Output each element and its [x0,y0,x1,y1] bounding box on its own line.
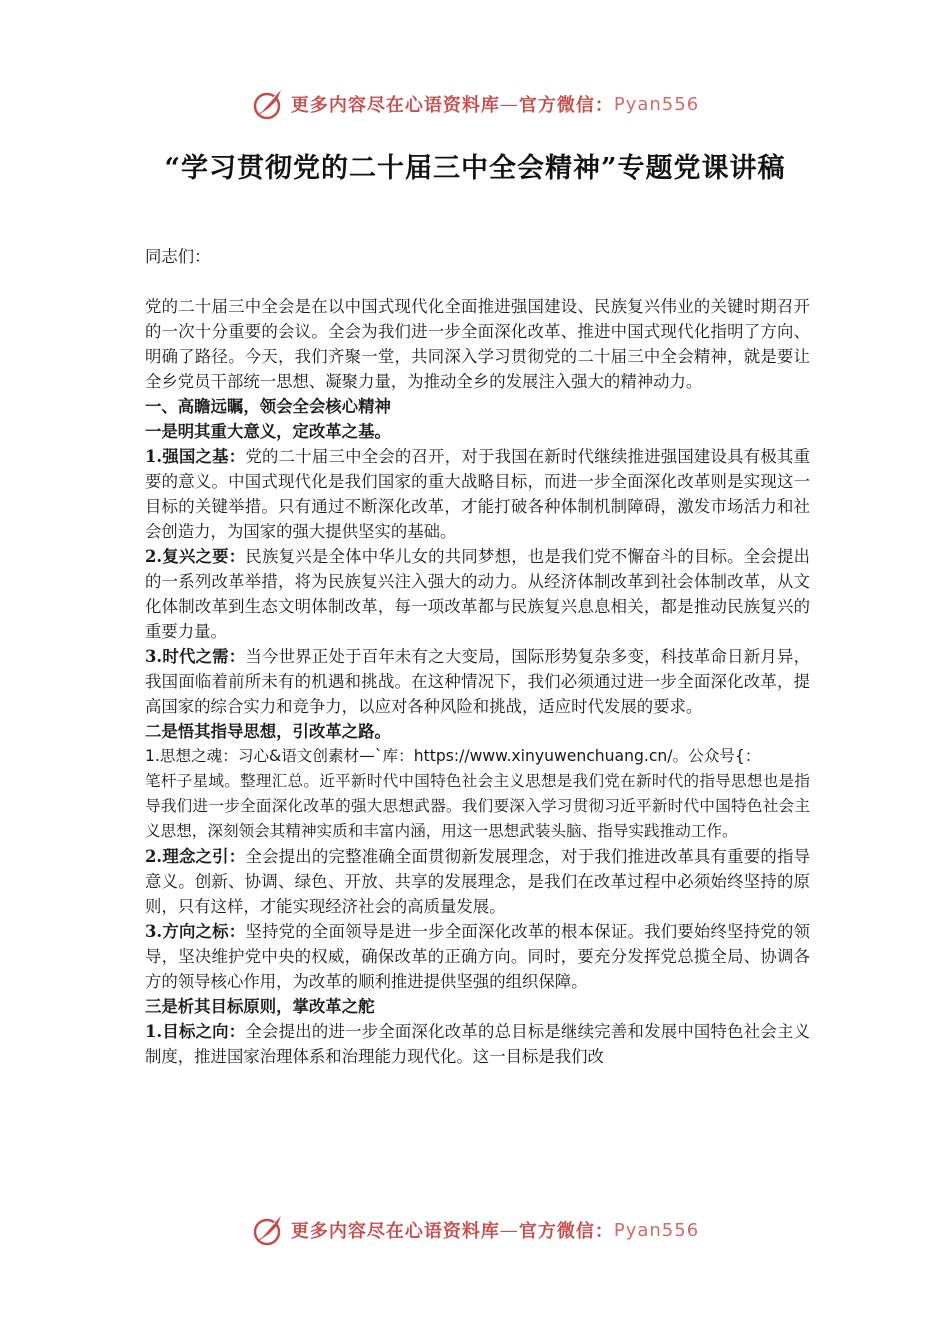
banner-official-text: 官方微信： [518,1221,614,1242]
banner-official-text: 官方微信： [518,95,614,116]
banner-handle-text: Pyan556 [613,1219,700,1241]
banner-handle-text: Pyan556 [613,93,700,115]
banner-dash: — [499,93,519,115]
greeting: 同志们： [145,247,211,266]
paragraph-thought-line1: 1.思想之魂：习心&语文创素材—`库：https://www.xinyuwenchuang.cn/。公众号{： [145,747,761,765]
paragraph-thought-rest: 笔杆子星域。整理汇总。近平新时代中国特色社会主义思想是我们党在新时代的指导思想也是指导我们进一步全面深化改革的强大思想武器。我们要深入学习贯彻习近平新时代中国特色社会主义思想，深刻领会其精神实质和丰富内涵，用这一思想武装头脑、指导实践推动工作。 [145,772,810,840]
subheading-3: 三是析其目标原则，掌改革之舵 [145,997,375,1016]
header-watermark-banner [0,84,950,124]
footer-watermark-banner [0,1210,950,1250]
paragraph-lead: 3.方向之标： [145,922,246,941]
banner-dash: — [499,1219,519,1241]
paragraph-lead: 2.复兴之要： [145,547,246,566]
paragraph-lead: 1.目标之向： [145,1022,246,1041]
quill-logo-icon [251,86,287,122]
paragraph-rejuvenation [145,544,810,644]
paragraph-era-needs [145,644,810,719]
quill-logo-icon [251,1212,287,1248]
section-heading-1: 一、高瞻远瞩，领会全会核心精神 [145,397,391,416]
banner-brand-text: 更多内容尽在心语资料库 [290,95,500,116]
banner-brand-text: 更多内容尽在心语资料库 [290,1221,500,1242]
paragraph-lead: 3.时代之需： [145,647,246,666]
paragraph-lead: 2.理念之引： [145,847,246,866]
paragraph-philosophy [145,844,810,919]
document-title: “学习贯彻党的二十届三中全会精神”专题党课讲稿 [164,153,786,184]
paragraph-text: 民族复兴是全体中华儿女的共同梦想，也是我们党不懈奋斗的目标。全会提出的一系列改革举措，将为民族复兴注入强大的动力。从经济体制改革到社会体制改革，从文化体制改革到生态文明体制改革，每一项改革都与民族复兴息息相关，都是推动民族复兴的重要力量。 [145,547,810,641]
subheading-1: 一是明其重大意义，定改革之基。 [145,422,391,441]
paragraph-text: 全会提出的进一步全面深化改革的总目标是继续完善和发展中国特色社会主义制度，推进国家治理体系和治理能力现代化。这一目标是我们改 [145,1022,810,1066]
document-body [145,244,810,1069]
paragraph-lead: 1.强国之基： [145,447,246,466]
paragraph-direction [145,919,810,994]
intro-paragraph: 党的二十届三中全会是在以中国式现代化全面推进强国建设、民族复兴伟业的关键时期召开的一次十分重要的会议。全会为我们进一步全面深化改革、推进中国式现代化指明了方向、明确了路径。今天，我们齐聚一堂，共同深入学习贯彻党的二十届三中全会精神，就是要让全乡党员干部统一思想、凝聚力量，为推动全乡的发展注入强大的精神动力。 [145,297,810,391]
paragraph-text: 全会提出的完整准确全面贯彻新发展理念，对于我们推进改革具有重要的指导意义。创新、协调、绿色、开放、共享的发展理念，是我们在改革过程中必须始终坚持的原则，只有这样，才能实现经济社会的高质量发展。 [145,847,810,916]
paragraph-strong-nation [145,444,810,544]
paragraph-goal [145,1019,810,1069]
paragraph-text: 坚持党的全面领导是进一步全面深化改革的根本保证。我们要始终坚持党的领导，坚决维护党中央的权威，确保改革的正确方向。同时，要充分发挥党总揽全局、协调各方的领导核心作用，为改革的顺利推进提供坚强的组织保障。 [145,922,810,991]
subheading-2: 二是悟其指导思想，引改革之路。 [145,722,391,741]
paragraph-text: 党的二十届三中全会的召开，对于我国在新时代继续推进强国建设具有极其重要的意义。中国式现代化是我们国家的重大战略目标，而进一步全面深化改革则是实现这一目标的关键举措。只有通过不断深化改革，才能打破各种体制机制障碍，激发市场活力和社会创造力，为国家的强大提供坚实的基础。 [145,447,810,541]
paragraph-text: 当今世界正处于百年未有之大变局，国际形势复杂多变，科技革命日新月异，我国面临着前所未有的机遇和挑战。在这种情况下，我们必须通过进一步全面深化改革，提高国家的综合实力和竞争力，以应对各种风险和挑战，适应时代发展的要求。 [145,647,810,716]
